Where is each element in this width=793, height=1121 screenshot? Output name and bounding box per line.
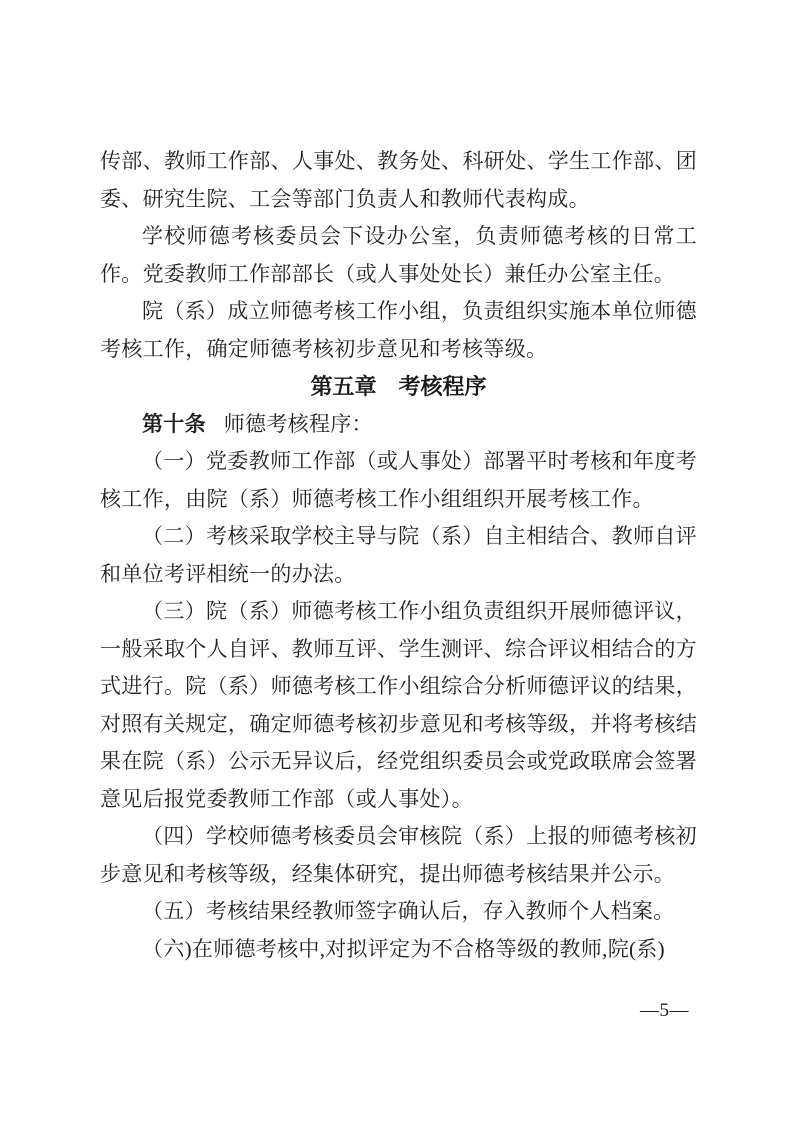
paragraph-continuation: 传部、教师工作部、人事处、教务处、科研处、学生工作部、团委、研究生院、工会等部门负责人和教师代表构成。 (100, 149, 697, 211)
article-number-label: 第十条 (142, 412, 206, 436)
list-item-3: （三）院（系）师德考核工作小组负责组织开展师德评议，一般采取个人自评、教师互评、学生测评、综合评议相结合的方式进行。院（系）师德考核工作小组综合分析师德评议的结果，对照有关规定，确定师德考核初步意见和考核等级，并将考核结果在院（系）公示无异议后，经党组织委员会或党政联席会签署意见后报党委教师工作部（或人事处）。 (100, 599, 697, 811)
list-item-4: （四）学校师德考核委员会审核院（系）上报的师德考核初步意见和考核等级，经集体研究，提出师德考核结果并公示。 (100, 824, 697, 886)
page-number: —5— (640, 1000, 689, 1021)
list-item-1: （一）党委教师工作部（或人事处）部署平时考核和年度考核工作，由院（系）师德考核工作小组组织开展考核工作。 (100, 449, 697, 511)
article-title-text: 师德考核程序： (223, 411, 373, 436)
list-item-6: （六)在师德考核中,对拟评定为不合格等级的教师,院(系) (142, 936, 665, 961)
paragraph: 学校师德考核委员会下设办公室，负责师德考核的日常工作。党委教师工作部部长（或人事处处长）兼任办公室主任。 (100, 224, 697, 286)
list-item-5: （五）考核结果经教师签字确认后，存入教师个人档案。 (142, 899, 675, 923)
document-body (100, 143, 697, 968)
list-item-2: （二）考核采取学校主导与院（系）自主相结合、教师自评和单位考评相统一的办法。 (100, 524, 697, 586)
paragraph: 院（系）成立师德考核工作小组，负责组织实施本单位师德考核工作，确定师德考核初步意见和考核等级。 (100, 299, 697, 361)
chapter-heading: 第五章 考核程序 (310, 374, 487, 399)
article-heading (100, 406, 697, 444)
